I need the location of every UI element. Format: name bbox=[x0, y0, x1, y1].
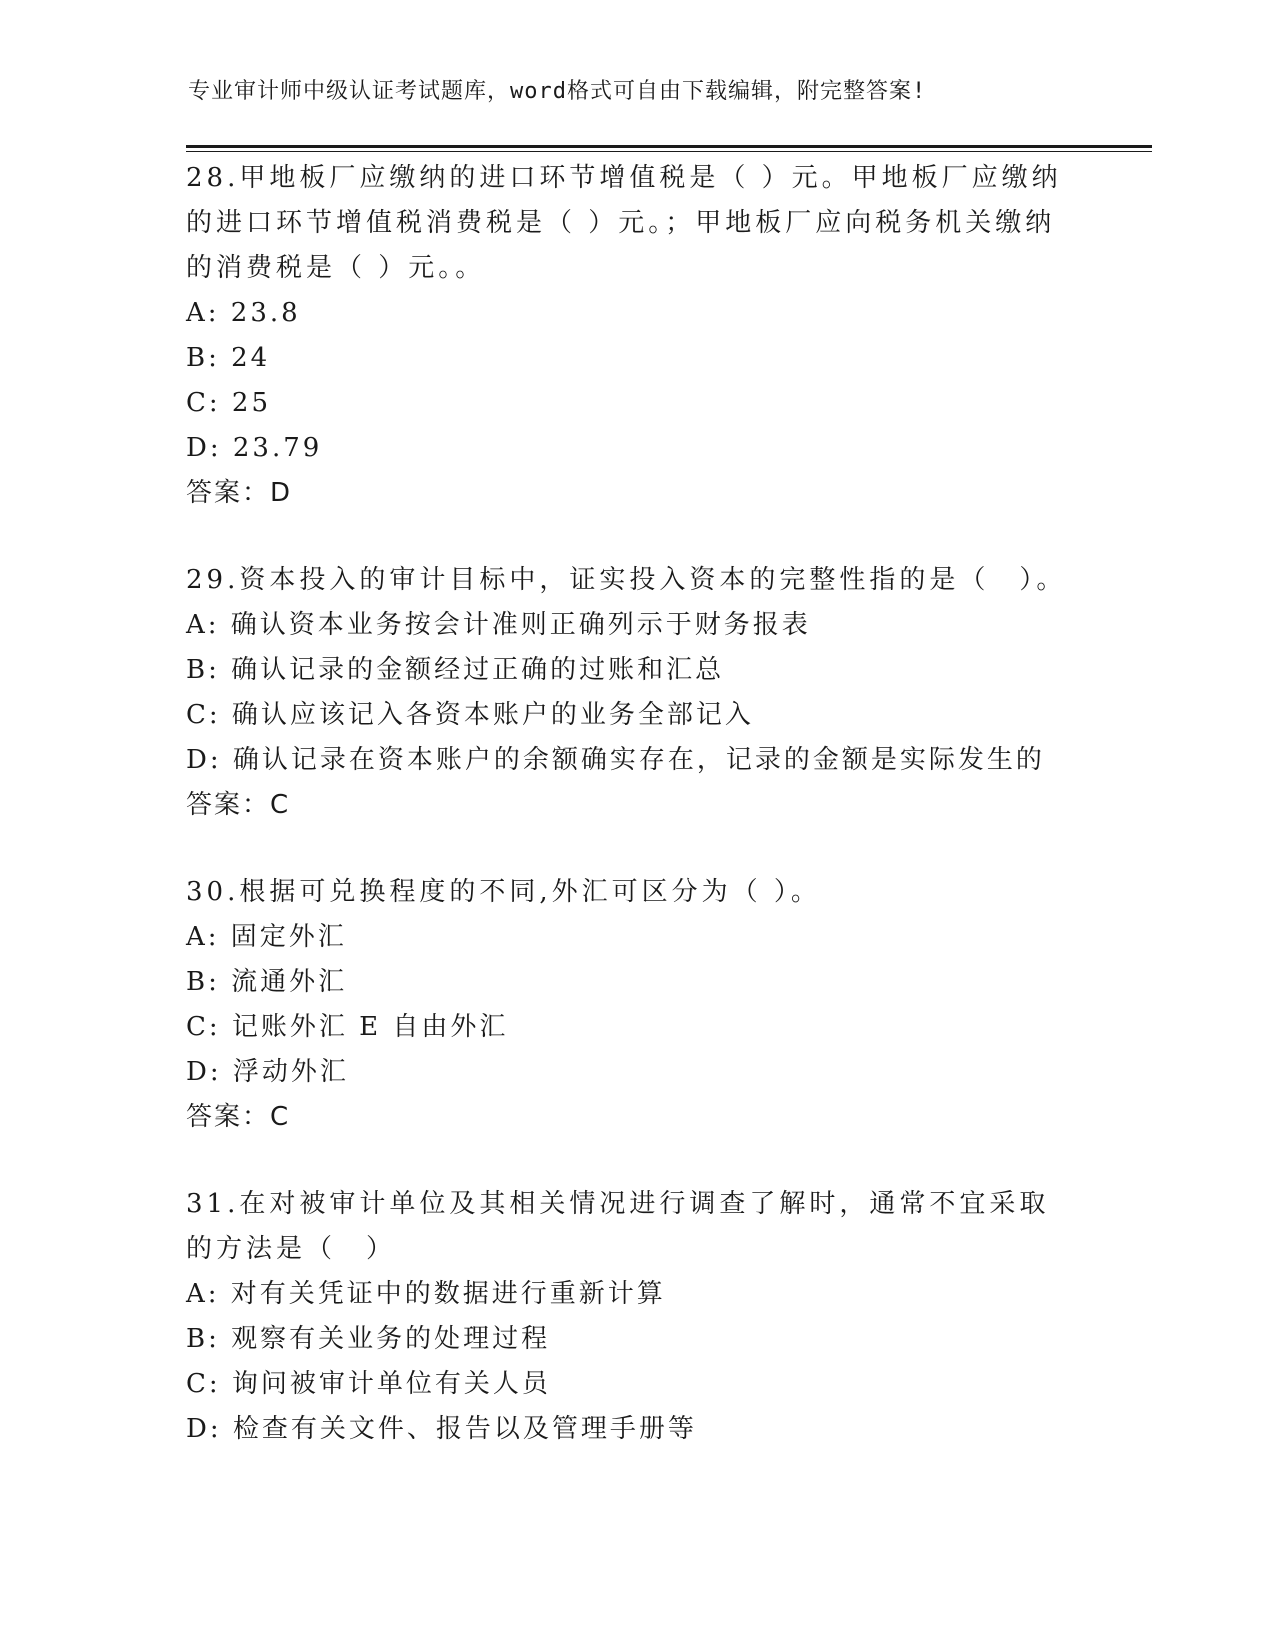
answer-label: 答案： bbox=[186, 790, 271, 820]
question-31 bbox=[186, 1182, 1076, 1452]
answer-line bbox=[186, 1095, 1076, 1140]
question-list bbox=[186, 156, 1076, 1494]
option-a: A: 对有关凭证中的数据进行重新计算 bbox=[186, 1279, 666, 1309]
question-28 bbox=[186, 156, 1076, 516]
option-b: B: 观察有关业务的处理过程 bbox=[186, 1324, 551, 1354]
header-rule-thick bbox=[186, 145, 1152, 148]
option-b: B: 流通外汇 bbox=[186, 967, 348, 997]
option-c: C: 询问被审计单位有关人员 bbox=[186, 1369, 551, 1399]
question-stem: 28.甲地板厂应缴纳的进口环节增值税是（ ）元。甲地板厂应缴纳的进口环节增值税消费税是（ ）元。；甲地板厂应向税务机关缴纳的消费税是（ ）元。。 bbox=[186, 163, 1062, 283]
option-a: A: 23.8 bbox=[186, 298, 301, 328]
option-b: B: 24 bbox=[186, 343, 271, 373]
option-c: C: 记账外汇 E 自由外汇 bbox=[186, 1012, 509, 1042]
option-a: A: 固定外汇 bbox=[186, 922, 347, 952]
option-c: C: 确认应该记入各资本账户的业务全部记入 bbox=[186, 700, 754, 730]
answer-value: D bbox=[270, 478, 292, 508]
option-b: B: 确认记录的金额经过正确的过账和汇总 bbox=[186, 655, 725, 685]
answer-line bbox=[186, 783, 1076, 828]
answer-value: C bbox=[270, 1102, 290, 1132]
question-29 bbox=[186, 558, 1076, 828]
page-header: 专业审计师中级认证考试题库，word格式可自由下载编辑，附完整答案! bbox=[188, 79, 927, 104]
answer-label: 答案： bbox=[186, 1102, 271, 1132]
question-stem: 31.在对被审计单位及其相关情况进行调查了解时，通常不宜采取的方法是（ ） bbox=[186, 1189, 1050, 1264]
option-a: A: 确认资本业务按会计准则正确列示于财务报表 bbox=[186, 610, 811, 640]
answer-line bbox=[186, 471, 1076, 516]
question-30 bbox=[186, 870, 1076, 1140]
option-d: D: 浮动外汇 bbox=[186, 1057, 349, 1087]
header-rule-thin bbox=[186, 151, 1152, 152]
option-c: C: 25 bbox=[186, 388, 272, 418]
option-d: D: 23.79 bbox=[186, 433, 323, 463]
option-d: D: 确认记录在资本账户的余额确实存在，记录的金额是实际发生的 bbox=[186, 745, 1045, 775]
answer-value: C bbox=[270, 790, 290, 820]
question-stem: 29.资本投入的审计目标中，证实投入资本的完整性指的是（ ）。 bbox=[186, 565, 1067, 595]
answer-label: 答案： bbox=[186, 478, 271, 508]
option-d: D: 检查有关文件、报告以及管理手册等 bbox=[186, 1414, 697, 1444]
question-stem: 30.根据可兑换程度的不同,外汇可区分为（ ）。 bbox=[186, 877, 821, 907]
